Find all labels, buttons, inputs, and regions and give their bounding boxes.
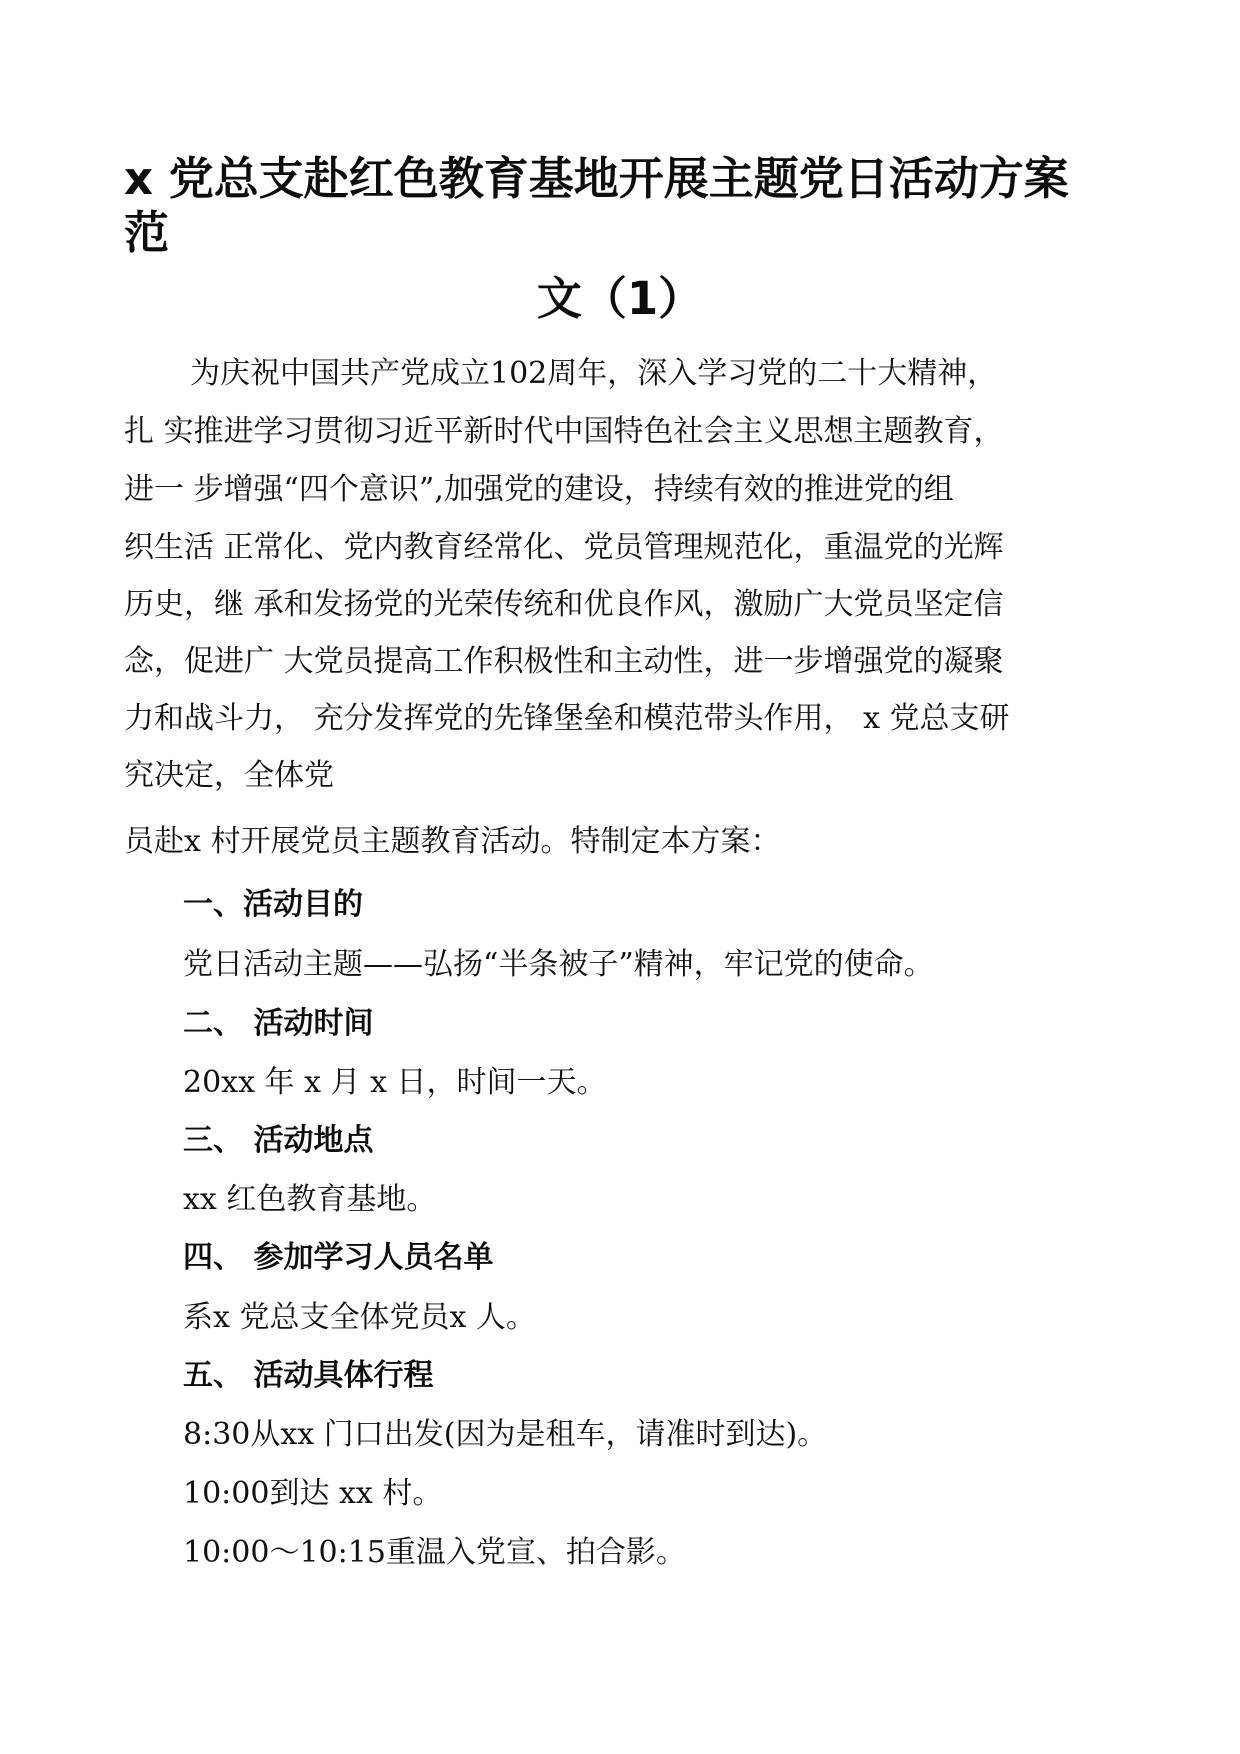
section-body-location: xx 红色教育基地。 xyxy=(183,1182,437,1217)
section-body-purpose: 党日活动主题——弘扬“半条被子”精神，牢记党的使命。 xyxy=(183,947,934,982)
intro-continuation: 员赴x 村开展党员主题教育活动。特制定本方案： xyxy=(124,824,781,859)
itinerary-item: 8:30从xx 门口出发(因为是租车，请准时到达)。 xyxy=(183,1417,828,1452)
intro-line: 织生活 正常化、党内教育经常化、党员管理规范化，重温党的光辉 xyxy=(124,530,1004,565)
intro-line: 力和战斗力， 充分发挥党的先锋堡垒和模范带头作用， x 党总支研 xyxy=(124,701,1010,736)
itinerary-item: 10:00到达 xx 村。 xyxy=(183,1476,443,1511)
intro-line: 进一 步增强“四个意识”,加强党的建设，持续有效的推进党的组 xyxy=(124,472,954,507)
document-title-line-2: 范 xyxy=(124,206,170,259)
section-heading-itinerary: 五、 活动具体行程 xyxy=(183,1358,434,1393)
document-title-line-3: 文（1） xyxy=(536,272,704,325)
intro-line: 扎 实推进学习贯彻习近平新时代中国特色社会主义思想主题教育， xyxy=(124,414,1004,449)
section-heading-location: 三、 活动地点 xyxy=(183,1123,374,1158)
section-body-time: 20xx 年 x 月 x 日，时间一天。 xyxy=(183,1065,607,1100)
intro-line: 念，促进广 大党员提高工作积极性和主动性，进一步增强党的凝聚 xyxy=(124,644,1004,679)
section-heading-attendees: 四、 参加学习人员名单 xyxy=(183,1240,494,1275)
intro-line: 历史，继 承和发扬党的光荣传统和优良作风，激励广大党员坚定信 xyxy=(124,587,1004,622)
intro-line: 究决定，全体党 xyxy=(124,758,334,793)
section-body-attendees: 系x 党总支全体党员x 人。 xyxy=(183,1300,536,1335)
section-heading-time: 二、 活动时间 xyxy=(183,1006,374,1041)
itinerary-item: 10:00～10:15重温入党宣、拍合影。 xyxy=(183,1535,686,1570)
intro-line: 为庆祝中国共产党成立102周年，深入学习党的二十大精神， xyxy=(190,356,998,391)
section-heading-purpose: 一、活动目的 xyxy=(183,887,363,922)
document-title-line-1: x 党总支赴红色教育基地开展主题党日活动方案 xyxy=(124,152,1069,205)
